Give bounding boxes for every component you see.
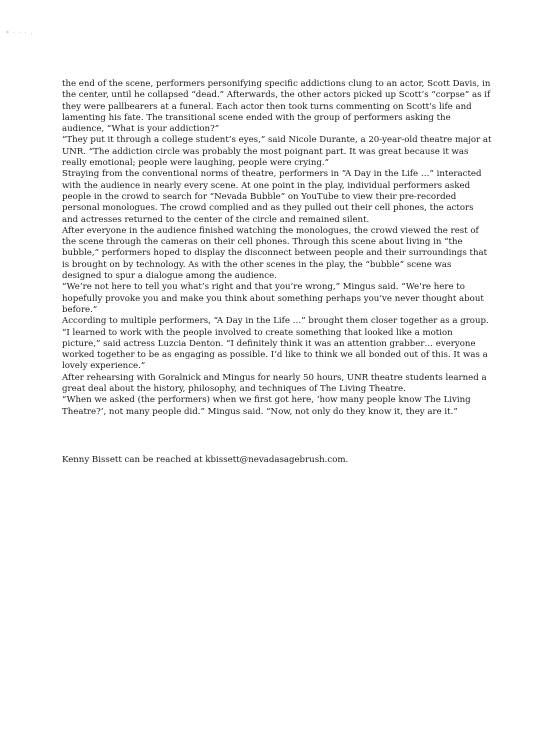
paragraph: “They put it through a college student’s eyes,” said Nicole Durante, a 20-year-old theatre major at UNR. “The addiction circle was probably the most poignant part. It was great because it was really emotional; people were laughing, people were crying.” — [62, 135, 492, 169]
author-signoff: Kenny Bissett can be reached at kbissett@nevadasagebrush.com. — [62, 454, 349, 465]
paragraph: Straying from the conventional norms of theatre, performers in “A Day in the Life …” interacted with the audience in nearly every scene. At one point in the play, individual performers asked people in the crowd to search for “Nevada Bubble” on YouTube to view their pre-recorded personal monologues. The crowd complied and as they pulled out their cell phones, the actors and actresses returned to the center of the circle and remained silent. — [62, 169, 482, 225]
article-body — [62, 79, 492, 418]
paragraph: After everyone in the audience finished watching the monologues, the crowd viewed the rest of the scene through the cameras on their cell phones. Through this scene about living in “the bubble,” performers hoped to display the disconnect between people and their surroundings that is brought on by technology. As with the other scenes in the play, the “bubble” scene was designed to spur a dialogue among the audience. — [62, 225, 488, 282]
scan-mark: * · · · : — [6, 30, 34, 37]
paragraph: After rehearsing with Goralnick and Mingus for nearly 50 hours, UNR theatre students learned a great deal about the history, philosophy, and techniques of The Living Theatre. — [62, 372, 487, 395]
paragraph: the end of the scene, performers personifying specific addictions clung to an actor, Scott Davis, in the center, until he collapsed “dead.” Afterwards, the other actors picked up Scott’s “corpse” as if they were pallbearers at a funeral. Each actor then took turns commenting on Scott’s life and lamenting his fate. The transitional scene ended with the group of performers asking the audience, “What is your addiction?” — [62, 79, 491, 135]
paragraph: According to multiple performers, “A Day in the Life …” brought them closer together as a group. — [62, 316, 489, 327]
paragraph: “When we asked (the performers) when we first got here, ‘how many people know The Living Theatre?’, not many people did.” Mingus said. “Now, not only do they know it, they are it.” — [62, 395, 471, 417]
paragraph: “We’re not here to tell you what’s right and that you’re wrong,” Mingus said. “We’re here to hopefully provoke you and make you think about something perhaps you’ve never thought about before.” — [62, 282, 484, 315]
paragraph: “I learned to work with the people involved to create something that looked like a motion picture,” said actress Luzcia Denton. “I definitely think it was an attention grabber… everyone worked together to be as engaging as possible. I’d like to think we all bonded out of this. It was a lovely experience.” — [62, 327, 488, 372]
